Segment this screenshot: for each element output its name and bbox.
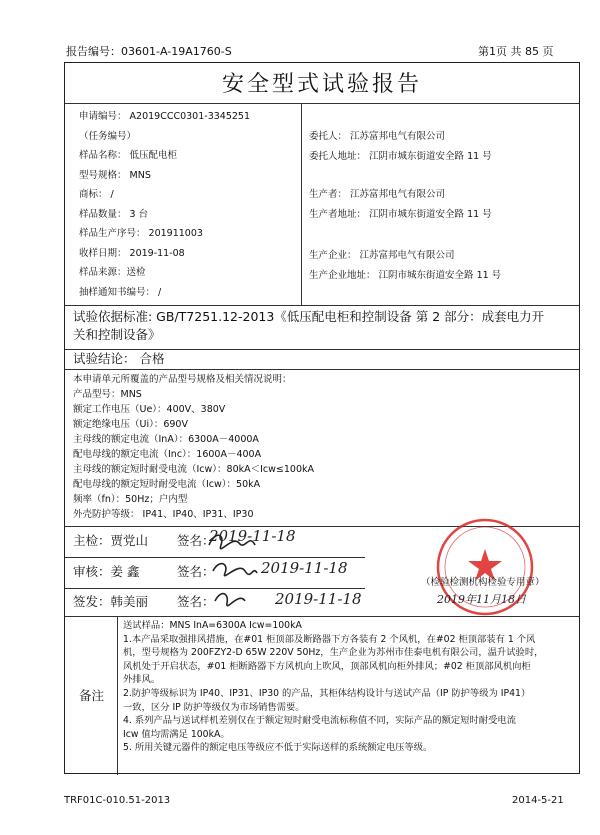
- form-number: TRF01C-010.51-2013: [64, 795, 171, 806]
- remark-line: 一致，区分 IP 防护等级仅为市场销售需要。: [123, 701, 305, 713]
- test-standard: 试验依据标准: GB/T7251.12-2013《低压配电柜和控制设备 第 2 部分：成套电力开 关和控制设备》: [73, 309, 545, 342]
- remark-line: 送试样品：MNS InA=6300A Icw=100kA: [123, 620, 302, 631]
- report-number: 报告编号：03601-A-19A1760-S: [66, 45, 232, 58]
- remark-line: Icw 值均需满足 100kA。: [123, 728, 230, 740]
- desc-line: 配电母线的额定电流（Inc）：1600A－400A: [73, 449, 262, 460]
- desc-line: 额定绝缘电压（Ui）：690V: [73, 419, 188, 430]
- rule: [65, 369, 579, 370]
- info-line: （任务编号）: [79, 130, 137, 142]
- issuer-label: 签发：韩美丽: [73, 594, 149, 609]
- producer-info: 生产者： 江苏富邦电气有限公司: [309, 189, 446, 200]
- desc-line: 配电母线的额定短时耐受电流（Icw）：50kA: [73, 479, 261, 490]
- remark-line: 机，型号规格为 200FZY2-D 65W 220V 50Hz，生产企业为苏州市佳泰电机有限公司，温升试验时，: [123, 647, 544, 659]
- factory-address: 生产企业地址： 江阴市城东街道安全路 11 号: [309, 270, 502, 281]
- form-date: 2014-5-21: [512, 795, 564, 806]
- info-line: 样品名称： 低压配电柜: [79, 150, 178, 161]
- remark-line: 5. 所用关键元器件的额定电压等级应不低于实际送样的系统额定电压等级。: [123, 742, 433, 754]
- remark-line: 外排风。: [123, 674, 161, 686]
- inspector-signature-date: 2019-11-18: [209, 527, 296, 545]
- factory-info: 生产企业： 江苏富邦电气有限公司: [309, 250, 455, 261]
- report-title: 安全型式试验报告: [221, 72, 422, 97]
- remarks-label: 备注: [79, 688, 105, 703]
- remark-line: 4. 系列产品与送试样机差别仅在于额定短时耐受电流标称值不同，实际产品的额定短时耐受电流: [123, 715, 516, 727]
- client-info: 委托人： 江苏富邦电气有限公司: [309, 131, 446, 142]
- reviewer-label: 审核：姜 鑫: [73, 564, 140, 579]
- issuer-signature-date: 2019-11-18: [275, 590, 362, 608]
- product-description: [73, 372, 314, 522]
- inspector-sign-label: 签名：: [177, 533, 215, 548]
- issuer-sign-label: 签名：: [177, 594, 215, 609]
- divider: [301, 103, 302, 305]
- reviewer-sign-label: 签名：: [177, 564, 215, 579]
- reviewer-signature-date: 2019-11-18: [261, 559, 348, 577]
- info-line: 样品来源：送检: [79, 267, 146, 278]
- desc-line: 产品型号：MNS: [73, 389, 142, 400]
- desc-line: 外壳防护等级： IP41、IP40、IP31、IP30: [73, 509, 254, 520]
- test-conclusion: 试验结论： 合格: [73, 351, 165, 366]
- sample-info: [79, 107, 250, 302]
- desc-line: 主母线的额定短时耐受电流（Icw）：80kA＜Icw≤100kA: [73, 464, 315, 475]
- info-line: 抽样通知书编号： /: [79, 286, 162, 298]
- desc-line: 主母线的额定电流（InA）：6300A－4000A: [73, 434, 259, 445]
- remark-line: 风机处于开启状态，#01 柜断路器下方风机向上吹风，顶部风机向柜外排风；#02 柜顶部风机向柜: [123, 660, 531, 672]
- client-address: 委托人地址： 江阴市城东街道安全路 11 号: [309, 151, 492, 162]
- desc-line: 频率（fn）：50Hz；户内型: [73, 494, 188, 505]
- rule: [65, 103, 579, 104]
- info-line: 样品数量： 3 台: [79, 208, 149, 220]
- stamp-date: 2019年11月18日: [437, 593, 526, 606]
- handwritten-signatures: [205, 527, 265, 613]
- page-number: 第1页 共 85 页: [478, 45, 554, 58]
- remarks-body: [123, 619, 579, 755]
- producer-address: 生产者地址： 江阴市城东街道安全路 11 号: [309, 209, 492, 220]
- remark-line: 2.防护等级标识为 IP40、IP31、IP30 的产品，其柜体结构设计与送试产品（IP 防护等级为 IP41）: [123, 687, 531, 699]
- info-line: 申请编号： A2019CCC0301-3345251: [79, 111, 251, 122]
- info-line: 样品生产序号： 201911003: [79, 228, 203, 239]
- inspector-label: 主检：贾党山: [73, 533, 149, 548]
- desc-line: 额定工作电压（Ue）：400V、380V: [73, 404, 226, 415]
- info-line: 收样日期： 2019-11-08: [79, 247, 185, 259]
- info-line: 型号规格： MNS: [79, 169, 151, 181]
- rule: [65, 305, 579, 306]
- divider: [117, 616, 118, 775]
- remark-line: 1.本产品采取强排风措施，在#01 柜顶部及断路器下方各装有 2 个风机，在#02 柜顶部装有 1 个风: [123, 633, 536, 645]
- info-line: 商标： /: [79, 189, 114, 200]
- desc-line: 本申请单元所覆盖的产品型号规格及相关情况说明：: [73, 374, 292, 385]
- report-frame: [64, 62, 580, 774]
- stamp-caption: （检验检测机构检验专用章）: [421, 577, 545, 588]
